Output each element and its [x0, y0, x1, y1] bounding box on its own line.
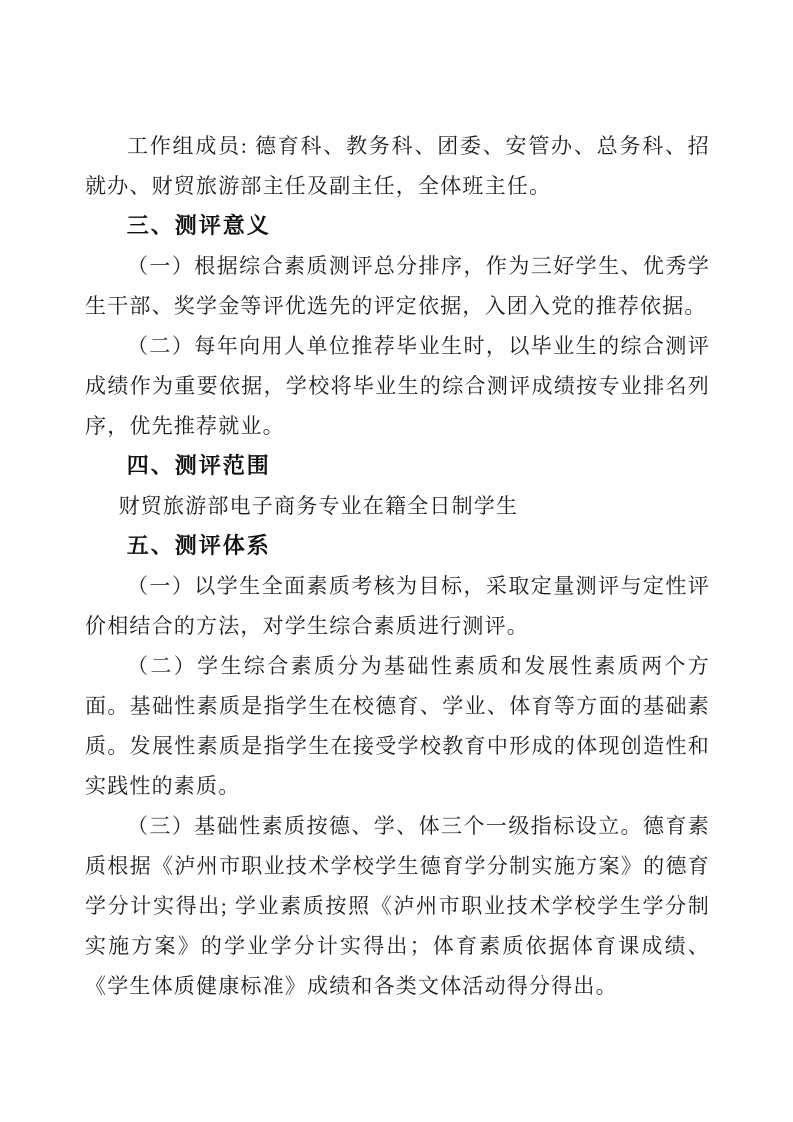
paragraph-evaluation-scope: 财贸旅游部电子商务专业在籍全日制学生 — [118, 494, 519, 518]
paragraph-significance-item-2: （二）每年向用人单位推荐毕业生时，以毕业生的综合测评成绩作为重要依据，学校将毕业生的综合测评成绩按专业排名列序，优先推荐就业。 — [85, 334, 710, 438]
paragraph-significance-item-1: （一）根据综合素质测评总分排序，作为三好学生、优秀学生干部、奖学金等评优选先的评定依据，入团入党的推荐依据。 — [85, 254, 710, 318]
heading-evaluation-system: 五、测评体系 — [126, 533, 271, 558]
paragraph-system-item-3: （三）基础性素质按德、学、体三个一级指标设立。德育素质根据《泸州市职业技术学校学生德育学分制实施方案》的德育学分计实得出; 学业素质按照《泸州市职业技术学校学生学分制实施方案》的学业学分计实得出；体育素质依据体育课成绩、《学生体质健康标准》成绩和各类文体活动得分得出。 — [85, 814, 710, 998]
heading-evaluation-significance: 三、测评意义 — [126, 213, 271, 238]
paragraph-system-item-1: （一）以学生全面素质考核为目标，采取定量测评与定性评价相结合的方法，对学生综合素质进行测评。 — [85, 574, 710, 638]
heading-evaluation-scope: 四、测评范围 — [126, 453, 271, 478]
paragraph-system-item-2: （二）学生综合素质分为基础性素质和发展性素质两个方面。基础性素质是指学生在校德育、学业、体育等方面的基础素质。发展性素质是指学生在接受学校教育中形成的体现创造性和实践性的素质。 — [85, 654, 710, 798]
paragraph-work-group-members: 工作组成员: 德育科、教务科、团委、安管办、总务科、招就办、财贸旅游部主任及副主任，全体班主任。 — [85, 134, 710, 198]
